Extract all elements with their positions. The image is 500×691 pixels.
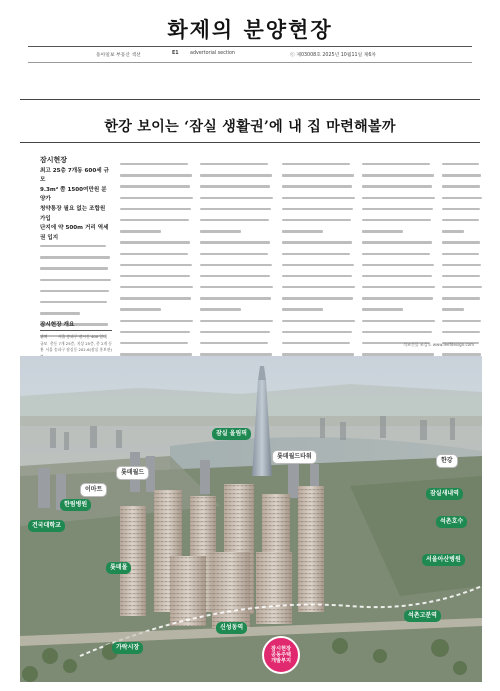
headline-top-rule	[20, 99, 480, 100]
section-title: 화제의 분양현장	[167, 18, 333, 42]
label-mart: 이마트	[80, 483, 107, 497]
ad-tag: advertorial section	[190, 51, 235, 56]
label-lotte-mall: 롯데몰	[106, 562, 131, 574]
text-line-placeholder	[200, 275, 274, 283]
text-line-placeholder	[200, 219, 274, 227]
body-column-5	[362, 160, 436, 316]
text-line-placeholder	[442, 208, 482, 216]
text-line-placeholder	[282, 197, 356, 205]
overview-row	[40, 341, 112, 348]
text-line-placeholder	[362, 197, 436, 205]
text-line-placeholder	[200, 197, 274, 205]
text-line-placeholder	[442, 264, 482, 272]
label-lotte-world: 롯데월드	[116, 466, 149, 480]
text-line-placeholder	[200, 297, 274, 305]
text-line-placeholder	[362, 241, 436, 249]
label-seoksan: 석촌호수	[436, 516, 467, 528]
masthead-bottom-rule	[28, 62, 472, 63]
text-line-placeholder	[120, 253, 194, 261]
text-line-placeholder	[120, 241, 194, 249]
text-line-placeholder	[120, 342, 194, 350]
text-line-placeholder	[40, 290, 112, 298]
text-line-placeholder	[442, 174, 482, 182]
text-line-placeholder	[362, 275, 436, 283]
section-name: 동아일보 부동산 섹션	[96, 53, 141, 58]
overview-value: 서울 송파구 잠실동 202-6(잠실 홍보관)	[45, 347, 112, 353]
lead-line: 청약통장 필요 없는 조합원 가입	[40, 205, 106, 222]
label-park: 잠실 올림픽	[212, 428, 251, 440]
text-line-placeholder	[442, 230, 482, 238]
text-line-placeholder	[442, 197, 482, 205]
overview-value: 서울 송파구 잠시동 400 일대	[58, 334, 107, 339]
text-line-placeholder	[282, 264, 356, 272]
text-line-placeholder	[442, 320, 482, 328]
overview-key: 규모	[40, 340, 48, 346]
text-line-placeholder	[362, 230, 436, 238]
headline-bottom-rule	[20, 142, 480, 143]
text-line-placeholder	[282, 241, 356, 249]
text-line-placeholder	[200, 241, 274, 249]
body-column-1	[40, 242, 112, 316]
text-line-placeholder	[282, 308, 356, 316]
body-column-2	[120, 160, 194, 316]
overview-row	[40, 334, 112, 341]
text-line-placeholder	[200, 253, 274, 261]
label-hospital: 한림병원	[60, 499, 91, 511]
text-line-placeholder	[442, 163, 482, 171]
text-line-placeholder	[282, 297, 356, 305]
body-column-4	[282, 160, 356, 316]
overview-key: 홍	[40, 347, 44, 353]
text-line-placeholder	[40, 245, 112, 253]
text-line-placeholder	[282, 163, 356, 171]
text-line-placeholder	[442, 275, 482, 283]
text-line-placeholder	[200, 286, 274, 294]
text-line-placeholder	[120, 197, 194, 205]
text-line-placeholder	[282, 219, 356, 227]
text-line-placeholder	[362, 286, 436, 294]
text-line-placeholder	[282, 342, 356, 350]
issue-info: ⓒ 제03008호 2025년 10월11일 제6차	[290, 53, 377, 58]
text-line-placeholder	[362, 208, 436, 216]
article-headline: 한강 보이는 ‘잠실 생활권’에 내 집 마련해볼까	[104, 119, 396, 135]
label-project-site: 잠시현장 공동주택 개발부지	[262, 636, 300, 674]
text-line-placeholder	[362, 163, 436, 171]
text-line-placeholder	[120, 230, 194, 238]
text-line-placeholder	[362, 185, 436, 193]
text-line-placeholder	[282, 275, 356, 283]
body-column-6	[442, 160, 482, 316]
overview-title: 잠시현장 개요	[40, 322, 75, 328]
lead-line: 단지에 약 500m 거리 역세권 입지	[40, 225, 109, 241]
text-line-placeholder	[282, 230, 356, 238]
text-line-placeholder	[120, 308, 194, 316]
aerial-rendering	[20, 356, 482, 682]
text-line-placeholder	[282, 331, 356, 339]
label-lotte-tower: 롯데월드타워	[272, 450, 317, 464]
text-line-placeholder	[200, 308, 274, 316]
text-line-placeholder	[362, 253, 436, 261]
label-station-upper: 잠실새내역	[426, 488, 463, 500]
text-line-placeholder	[200, 342, 274, 350]
text-line-placeholder	[120, 275, 194, 283]
top-rule	[28, 46, 472, 47]
overview-rule	[40, 330, 112, 331]
text-line-placeholder	[362, 320, 436, 328]
text-line-placeholder	[282, 174, 356, 182]
text-line-placeholder	[362, 297, 436, 305]
text-line-placeholder	[442, 286, 482, 294]
text-line-placeholder	[442, 331, 482, 339]
text-line-placeholder	[40, 267, 112, 275]
text-line-placeholder	[442, 297, 482, 305]
text-line-placeholder	[282, 208, 356, 216]
headline-box	[20, 96, 480, 148]
text-line-placeholder	[200, 320, 274, 328]
lead-line: 9.3m² 쯤 1500여만원 분양가	[40, 186, 107, 203]
text-line-placeholder	[120, 163, 194, 171]
text-line-placeholder	[282, 253, 356, 261]
text-line-placeholder	[362, 219, 436, 227]
text-line-placeholder	[200, 264, 274, 272]
text-line-placeholder	[442, 219, 482, 227]
body-column-3	[200, 160, 274, 316]
label-han-river: 한강	[436, 454, 458, 468]
text-line-placeholder	[40, 301, 112, 309]
text-line-placeholder	[120, 174, 194, 182]
text-line-placeholder	[40, 256, 112, 264]
text-line-placeholder	[40, 279, 112, 287]
text-line-placeholder	[200, 185, 274, 193]
text-line-placeholder	[200, 174, 274, 182]
text-line-placeholder	[362, 264, 436, 272]
text-line-placeholder	[200, 163, 274, 171]
text-line-placeholder	[282, 185, 356, 193]
photo-credit: 석조건물 조감도 www.leefdesign.com	[403, 342, 474, 347]
text-line-placeholder	[200, 230, 274, 238]
text-line-placeholder	[120, 185, 194, 193]
text-line-placeholder	[120, 286, 194, 294]
text-line-placeholder	[442, 241, 482, 249]
text-line-placeholder	[120, 208, 194, 216]
overview-key: 위치	[40, 334, 48, 339]
text-line-placeholder	[120, 331, 194, 339]
text-line-placeholder	[442, 253, 482, 261]
text-line-placeholder	[120, 297, 194, 305]
aerial-rendering-svg	[20, 356, 482, 682]
lead-block	[40, 156, 112, 243]
overview-value: 총동 7개 25층, 지상 25층, 총 2개 동	[49, 340, 112, 346]
lead-line: 최고 25층 7개동 600세 규모	[40, 167, 109, 184]
label-university: 건국대학교	[28, 520, 65, 532]
text-line-placeholder	[362, 308, 436, 316]
text-line-placeholder	[282, 286, 356, 294]
text-line-placeholder	[442, 308, 482, 316]
text-line-placeholder	[282, 320, 356, 328]
page-number: E1	[172, 51, 179, 56]
text-line-placeholder	[120, 219, 194, 227]
text-line-placeholder	[200, 208, 274, 216]
text-line-placeholder	[362, 331, 436, 339]
label-seogang: 석촌고분역	[404, 610, 441, 622]
label-asan: 서울아산병원	[422, 554, 465, 566]
text-line-placeholder	[200, 331, 274, 339]
text-line-placeholder	[120, 320, 194, 328]
label-sinsang: 신성동역	[216, 622, 247, 634]
label-gyeongjeong: 가락시장	[112, 642, 143, 654]
text-line-placeholder	[442, 185, 482, 193]
text-line-placeholder	[120, 264, 194, 272]
text-line-placeholder	[362, 174, 436, 182]
lead-title: 잠시현장	[40, 156, 68, 164]
